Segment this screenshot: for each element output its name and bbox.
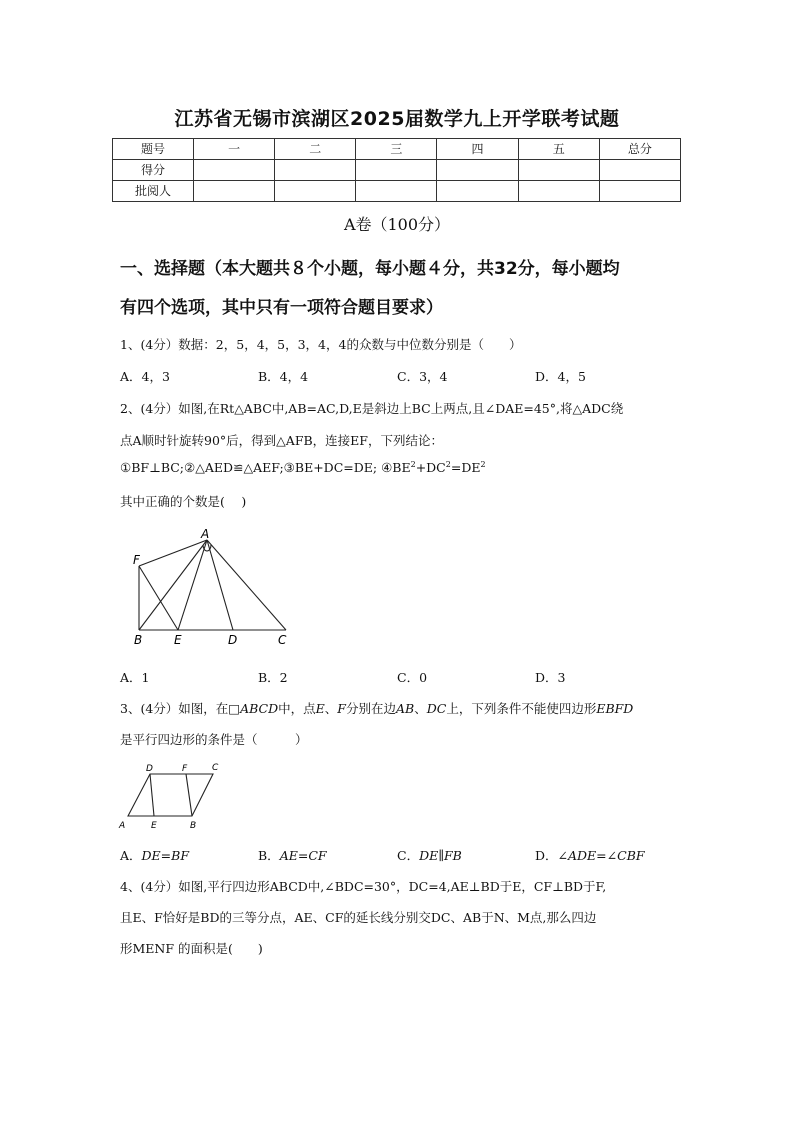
table-cell: 题号: [113, 139, 194, 160]
table-cell: [599, 160, 680, 181]
q3-label-c: C: [212, 763, 219, 773]
q2-label-f: F: [133, 553, 140, 567]
q2-label-b: B: [134, 633, 143, 647]
q2-conclusions-text: =DE: [450, 460, 481, 475]
option-letter: C．: [397, 848, 420, 863]
q2-conclusions: [120, 460, 486, 475]
q2-option-d: D．3: [535, 670, 566, 685]
q3-var: DC: [426, 701, 447, 716]
table-cell: [194, 181, 275, 202]
option-letter: A．: [120, 848, 142, 863]
q3-line2: 是平行四边形的条件是（ ）: [120, 732, 308, 747]
score-table-header-row: [113, 139, 681, 160]
option-text: DE∥FB: [419, 848, 462, 863]
option-text: DE=BF: [141, 848, 190, 863]
q2-label-c: C: [278, 633, 287, 647]
q3-text: 中，点: [278, 701, 316, 716]
q3-label-e: E: [151, 821, 157, 831]
table-cell: [437, 160, 518, 181]
q3-var: AB: [395, 701, 415, 716]
table-cell: [356, 181, 437, 202]
q3-option-b: [258, 846, 327, 864]
table-cell: [518, 160, 599, 181]
table-cell: [275, 181, 356, 202]
option-text: ∠ADE=∠CBF: [557, 848, 645, 863]
table-cell: 批阅人: [113, 181, 194, 202]
table-cell: [518, 181, 599, 202]
exam-title: 江苏省无锡市滨湖区2025届数学九上开学联考试题: [174, 108, 620, 130]
table-cell: 得分: [113, 160, 194, 181]
table-cell: [437, 181, 518, 202]
q1-option-d: D．4，5: [535, 369, 586, 384]
q3-line1: [120, 699, 633, 717]
q3-text: 上，下列条件不能使四边形: [446, 701, 597, 716]
table-cell: [599, 181, 680, 202]
table-cell: [356, 160, 437, 181]
q2-line2: 点A顺时针旋转90°后，得到△AFB，连接EF，下列结论：: [120, 433, 443, 448]
q3-var: E: [315, 701, 325, 716]
superscript: 2: [410, 460, 416, 469]
part-heading-line1: 一、选择题（本大题共８个小题，每小题４分，共32分，每小题均: [120, 259, 620, 279]
q3-var: F: [337, 701, 346, 716]
q4-line1: 4、(4分）如图,平行四边形ABCD中,∠BDC=30°，DC=4,AE⊥BD于E，CF⊥BD于F,: [120, 879, 607, 894]
q3-text: 、: [414, 701, 427, 716]
score-table-row: [113, 160, 681, 181]
table-cell: 四: [437, 139, 518, 160]
q3-label-d: D: [146, 764, 153, 774]
q3-parallelogram: [128, 774, 213, 816]
q3-option-c: [397, 846, 462, 864]
q4-line2: 且E、F恰好是BD的三等分点，AE、CF的延长线分别交DC、AB于N、M点,那么四边: [120, 910, 597, 925]
q2-line4: 其中正确的个数是( ): [120, 494, 247, 509]
option-letter: B．: [258, 848, 280, 863]
q3-segment-fb: [186, 774, 192, 816]
table-cell: [275, 160, 356, 181]
q3-segment-de: [150, 774, 154, 816]
score-table: [112, 138, 681, 202]
q1-option-c: C．3，4: [397, 369, 448, 384]
q2-option-a: A．1: [120, 670, 150, 685]
option-text: AE=CF: [279, 848, 327, 863]
q2-line1: 2、(4分）如图,在Rt△ABC中,AB=AC,D,E是斜边上BC上两点,且∠DAE=45°,将△ADC绕: [120, 401, 624, 416]
table-cell: 二: [275, 139, 356, 160]
q2-segment-ae: [178, 540, 207, 630]
q1-stem: 1、(4分）数据：2，5，4，5，3，4，4的众数与中位数分别是（ ）: [120, 337, 522, 352]
superscript: 2: [445, 460, 451, 469]
q2-label-d: D: [228, 633, 238, 647]
q2-segment-ac: [207, 540, 286, 630]
q1-option-b: B．4，4: [258, 369, 309, 384]
q2-conclusions-text: +DC: [415, 460, 446, 475]
q2-option-c: C．0: [397, 670, 428, 685]
q4-line3: 形MENF 的面积是( ): [120, 941, 263, 956]
table-cell: 三: [356, 139, 437, 160]
part-heading-line2: 有四个选项，其中只有一项符合题目要求）: [120, 298, 443, 318]
q3-option-d: [535, 846, 645, 864]
table-cell: [194, 160, 275, 181]
q2-label-e: E: [174, 633, 182, 647]
score-table-row: [113, 181, 681, 202]
q2-label-a: A: [201, 527, 210, 541]
section-label: A卷（100分）: [343, 215, 451, 234]
q3-figure: [116, 758, 228, 834]
q3-label-b: B: [190, 821, 197, 831]
q3-text: 、: [324, 701, 338, 716]
option-letter: D．: [535, 848, 558, 863]
q2-option-b: B．2: [258, 670, 288, 685]
q2-conclusions-text: ①BF⊥BC;②△AED≌△AEF;③BE+DC=DE; ④BE: [120, 460, 411, 475]
superscript: 2: [480, 460, 486, 469]
table-cell: 总分: [599, 139, 680, 160]
q3-label-f: F: [182, 764, 188, 774]
q2-figure: [128, 526, 300, 650]
q1-option-a: A．4，3: [120, 369, 170, 384]
table-cell: 五: [518, 139, 599, 160]
q3-text: 3、(4分）如图，在□: [120, 701, 241, 716]
q3-text: 分别在边: [345, 701, 396, 716]
q3-var: ABCD: [240, 701, 279, 716]
q3-option-a: [120, 846, 189, 864]
q2-segment-ad: [207, 540, 233, 630]
q3-var: EBFD: [596, 701, 634, 716]
q2-segment-fe: [139, 566, 178, 630]
table-cell: 一: [194, 139, 275, 160]
q3-label-a: A: [119, 821, 126, 831]
